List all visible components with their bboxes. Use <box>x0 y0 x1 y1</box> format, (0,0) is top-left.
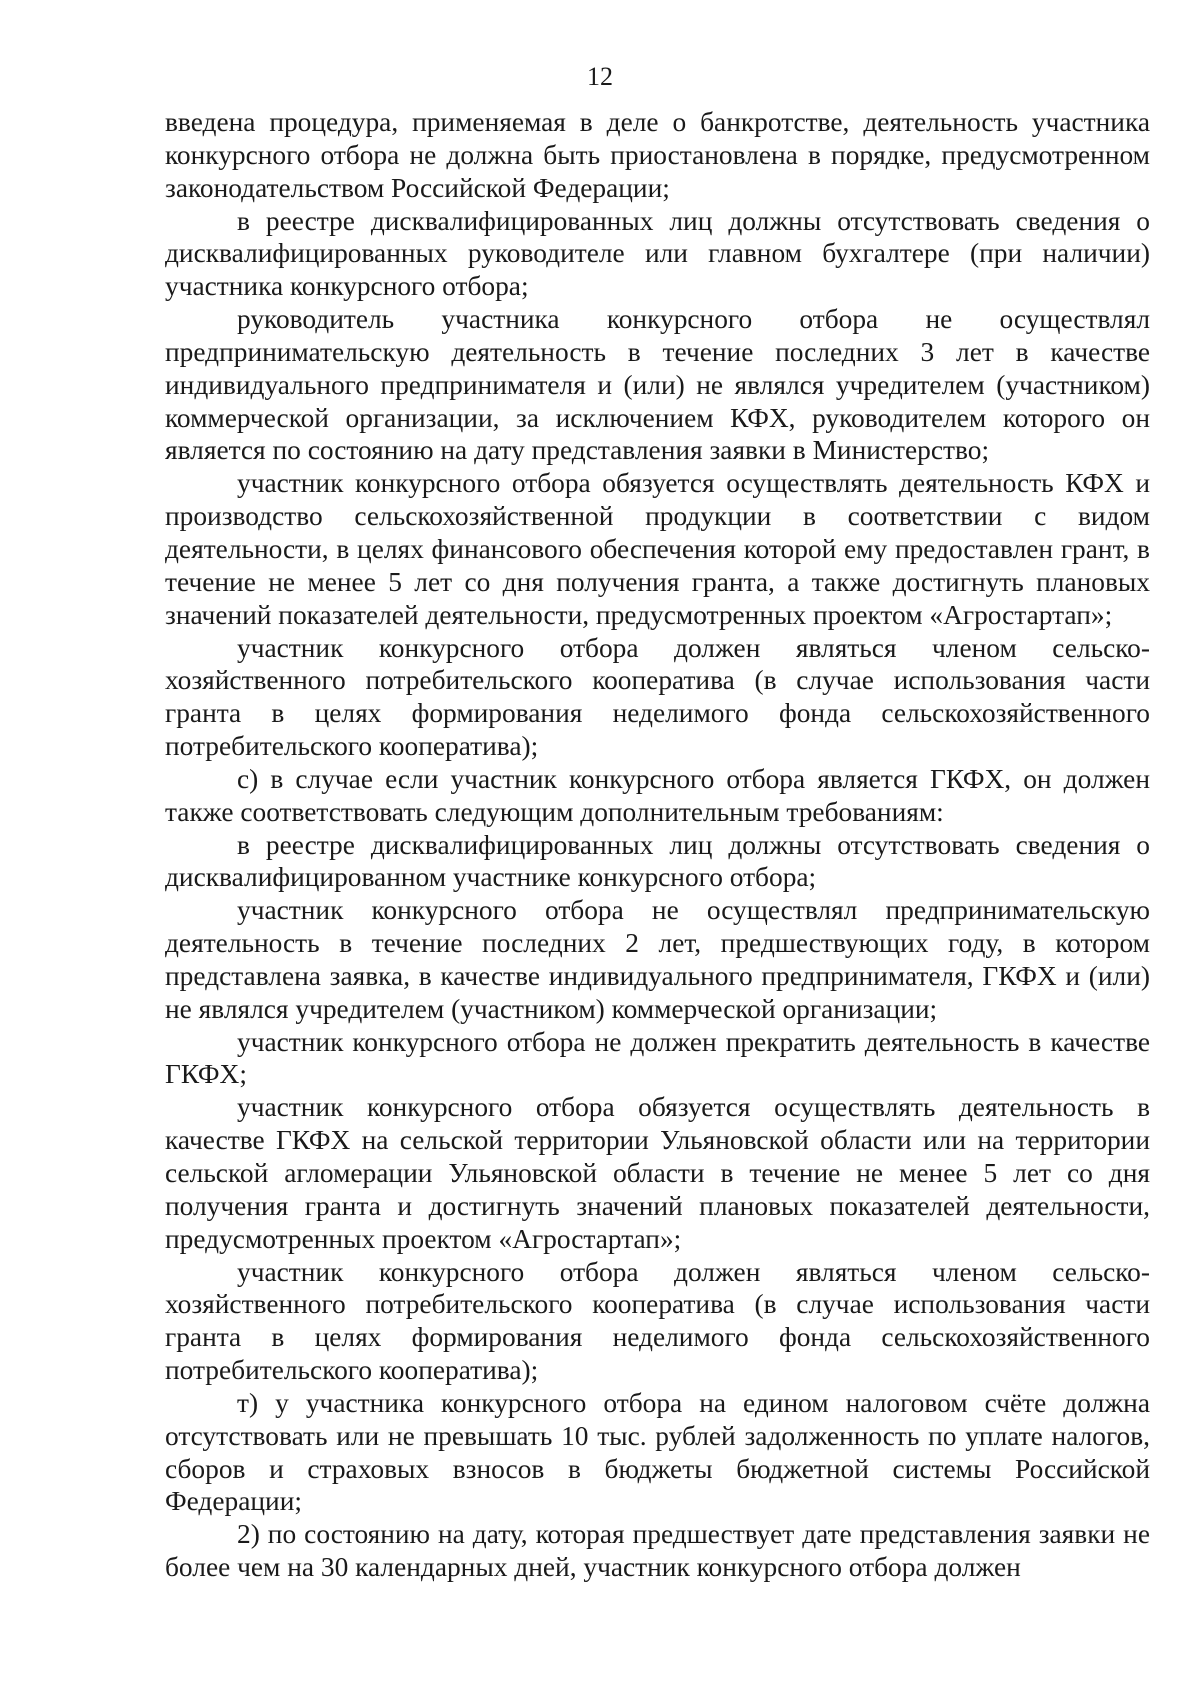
paragraph-gkfh-obligation: участник конкурсного отбора обязуется осуществлять деятельность в качестве ГКФХ на сельской территории Ульяновской области или на территории сельской агломерации Ульяновской области в течение не менее 5 лет со дня получения гранта и достигнуть значений плановых показателей деятельности, предусмотренных проектом «Агростартап»; <box>165 1092 1150 1254</box>
paragraph-item-2: 2) по состоянию на дату, которая предшествует дате представления заявки не более чем на 30 календарных дней, участник конкурсного отбора должен <box>165 1519 1150 1583</box>
paragraph-disqualified-registry: в реестре дисквалифицированных лиц должны отсутствовать сведения о дисквалифицированных руководителе или главном бухгалтере (при наличии) участника конкурсного отбора; <box>165 205 1150 302</box>
paragraph-cooperative-member: участник конкурсного отбора должен являться членом сельско-хозяйственного потребительского кооператива (в случае использования части гранта в целях формирования неделимого фонда сельскохозяйственного потребительского кооператива); <box>165 632 1150 762</box>
paragraph-gkfh-cooperative-member: участник конкурсного отбора должен являться членом сельско-хозяйственного потребительского кооператива (в случае использования части гранта в целях формирования неделимого фонда сельскохозяйственного потребительского кооператива); <box>165 1256 1150 1386</box>
paragraph-kfh-obligation: участник конкурсного отбора обязуется осуществлять деятельность КФХ и производство сельскохозяйственной продукции в соответствии с видом деятельности, в целях финансового обеспечения которой ему предоставлен грант, в течение не менее 5 лет со дня получения гранта, а также достигнуть плановых значений показателей деятельности, предусмотренных проектом «Агростартап»; <box>165 468 1150 630</box>
paragraph-gkfh-not-terminate: участник конкурсного отбора не должен прекратить деятельность в качестве ГКФХ; <box>165 1026 1150 1090</box>
paragraph-continuation: введена процедура, применяемая в деле о банкротстве, деятельность участника конкурсного отбора не должна быть приостановлена в порядке, предусмотренном законодательством Российской Федерации; <box>165 107 1150 203</box>
paragraph-gkfh-no-business: участник конкурсного отбора не осуществлял предпринимательскую деятельность в течение последних 2 лет, предшествующих году, в котором представлена заявка, в качестве индивидуального предпринимателя, ГКФХ и (или) не являлся учредителем (участником) коммерческой организации; <box>165 895 1150 1024</box>
page-number: 12 <box>587 62 613 91</box>
paragraph-item-t: т) у участника конкурсного отбора на едином налоговом счёте должна отсутствовать или не превышать 10 тыс. рублей задолженность по уплате налогов, сборов и страховых взносов в бюджеты бюджетной системы Российской Федерации; <box>165 1387 1150 1517</box>
paragraph-head-no-business: руководитель участника конкурсного отбора не осуществлял предпринимательскую деятельность в течение последних 3 лет в качестве индивидуального предпринимателя и (или) не являлся учредителем (участником) коммерческой организации, за исключением КФХ, руководителем которого он является по состоянию на дату представления заявки в Министерство; <box>165 304 1150 466</box>
paragraph-gkfh-disqualified-registry: в реестре дисквалифицированных лиц должны отсутствовать сведения о дисквалифицированном участнике конкурсного отбора; <box>165 829 1150 893</box>
paragraph-item-s: с) в случае если участник конкурсного отбора является ГКФХ, он должен также соответствовать следующим дополнительным требованиям: <box>165 763 1150 827</box>
document-body <box>165 106 1150 1584</box>
